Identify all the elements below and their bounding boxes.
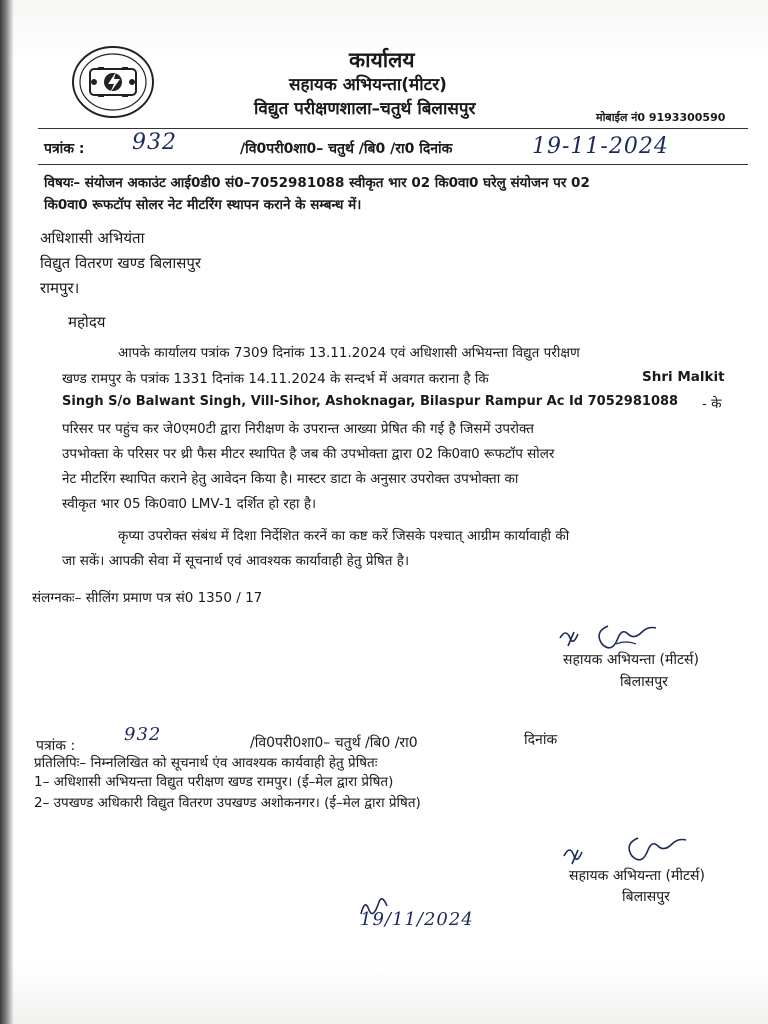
ref-date-handwritten: 19-11-2024	[532, 134, 669, 159]
salutation: महोदय	[68, 313, 106, 331]
copy-ref-date-label: दिनांक	[524, 732, 558, 748]
copy-to-item-2: 2– उपखण्ड अधिकारी विद्युत वितरण उपखण्ड अशोकनगर। (ई–मेल द्वारा प्रेषित)	[34, 795, 421, 811]
body-p1-line-4: परिसर पर पहुंच कर जे0एम0टी द्वारा निरीक्षण के उपरान्त आख्या प्रेषित की गई है जिसमें उपरोक्त	[62, 421, 534, 437]
ref-code: /वि0परी0शा0– चतुर्थ /बि0 /रा0 दिनांक	[240, 141, 453, 157]
subject-line-2: कि0वा0 रूफटॉप सोलर नेट मीटरिंग स्थापन कराने के सम्बन्ध में।	[44, 197, 362, 213]
consumer-details: Singh S/o Balwant Singh, Vill-Sihor, Ashoknagar, Bilaspur Rampur Ac Id 7052981088	[62, 394, 679, 409]
copy-ref-number-handwritten: 932	[124, 724, 162, 745]
header-divider	[38, 128, 748, 129]
body-p2-line-1: कृप्या उपरोक्त संबंध में दिशा निर्देशित करनें का कष्ट करें जिसके पश्चात् आग्रीम कार्यावाही की	[118, 528, 570, 544]
addressee-line-1: अधिशासी अभियंता	[40, 229, 145, 247]
enclosure-line: संलग्नकः– सीलिंग प्रमाण पत्र सं0 1350 / 17	[32, 590, 263, 606]
body-p1-line-7: स्वीकृत भार 05 कि0वा0 LMV-1 दर्शित हो रहा है।	[62, 496, 317, 512]
handwritten-date: 19/11/2024	[360, 909, 474, 930]
copy-to-item-1: 1– अधिशासी अभियन्ता विद्युत परीक्षण खण्ड रामपुर। (ई–मेल द्वारा प्रेषित)	[34, 774, 394, 790]
body-p1-line-3-end: - के	[702, 396, 722, 412]
ref-number-handwritten: 932	[132, 130, 177, 155]
body-p1-line-5: उपभोक्ता के परिसर पर थ्री फैस मीटर स्थापित है जब की उपभोक्ता द्वारा 02 कि0वा0 रूफटॉप सोलर	[62, 446, 555, 462]
addressee-line-3: रामपुर।	[40, 279, 80, 297]
office-heading: कार्यालय	[349, 48, 415, 72]
signature-1-place: बिलासपुर	[620, 674, 668, 690]
body-p1-line-1: आपके कार्यालय पत्रांक 7309 दिनांक 13.11.2024 एवं अधिशासी अभियन्ता विद्युत परीक्षण	[118, 345, 580, 361]
signature-1-designation: सहायक अभियन्ता (मीटर्स)	[563, 652, 699, 668]
copy-to-heading: प्रतिलिपिः– निम्नलिखित को सूचनार्थ एंव आवश्यक कार्यवाही हेतु प्रेषितः	[34, 755, 378, 771]
page-edge-shadow	[0, 0, 14, 1024]
ref-label: पत्रांक :	[44, 141, 85, 157]
mobile-number: मोबाईल नं0 9193300590	[596, 111, 726, 124]
signature-2-designation: सहायक अभियन्ता (मीटर्स)	[569, 868, 705, 884]
copy-ref-label: पत्रांक :	[36, 738, 76, 754]
lab-heading: विद्युत परीक्षणशाला–चतुर्थ बिलासपुर	[254, 99, 476, 119]
ref-divider	[38, 164, 748, 165]
consumer-name-start: Shri Malkit	[642, 369, 725, 385]
signature-2-place: बिलासपुर	[622, 889, 670, 905]
department-logo	[70, 44, 156, 120]
addressee-line-2: विद्युत वितरण खण्ड बिलासपुर	[40, 254, 202, 272]
copy-ref-code: /वि0परी0शा0– चतुर्थ /बि0 /रा0	[250, 735, 418, 751]
body-p2-line-2: जा सकें। आपकी सेवा में सूचनार्थ एवं आवश्यक कार्यावाही हेतु प्रेषित है।	[62, 553, 410, 569]
designation-heading: सहायक अभियन्ता(मीटर)	[289, 75, 447, 95]
body-p1-line-2: खण्ड रामपुर के पत्रांक 1331 दिनांक 14.11.2024 के सन्दर्भ में अवगत कराना है कि	[62, 371, 489, 387]
body-p1-line-6: नेट मीटरिंग स्थापित कराने हेतु आवेदन किया है। मास्टर डाटा के अनुसार उपरोक्त उपभोक्ता का	[62, 471, 519, 487]
subject-line-1: विषयः– संयोजन अकाउंट आई0डी0 सं0–7052981088 स्वीकृत भार 02 कि0वा0 घरेलु संयोजन पर 02	[44, 175, 590, 191]
